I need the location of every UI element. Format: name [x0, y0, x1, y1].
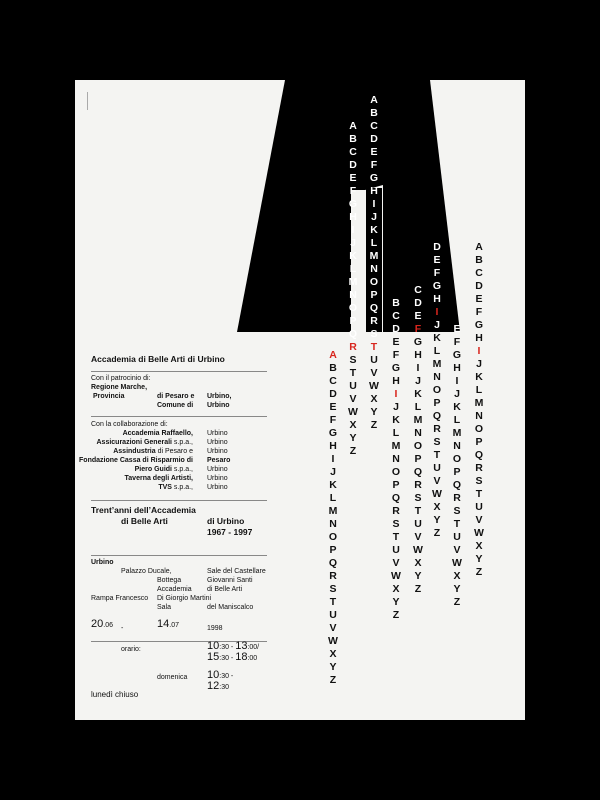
alphabet-letter: B — [475, 254, 483, 266]
alphabet-letter: N — [453, 440, 461, 452]
divider — [91, 371, 267, 372]
alphabet-letter: I — [372, 198, 376, 210]
alphabet-letter: F — [329, 414, 337, 426]
alphabet-letter: G — [413, 336, 423, 348]
alphabet-letter: V — [349, 393, 357, 405]
alphabet-letter: Y — [475, 553, 483, 565]
patron-urbino-2: Urbino — [207, 402, 230, 409]
alphabet-letter: T — [475, 488, 483, 500]
date-to — [157, 620, 179, 630]
alphabet-letter: O — [474, 423, 484, 435]
collaborator-city: Urbino — [207, 466, 228, 473]
alphabet-letter: X — [414, 557, 422, 569]
alphabet-letter: I — [435, 306, 439, 318]
alphabet-letter: A — [475, 241, 483, 253]
alphabet-letter: Q — [348, 328, 358, 340]
alphabet-letter: L — [349, 263, 357, 275]
alphabet-letter: N — [414, 427, 422, 439]
collaboration-label: Con la collaborazione di: — [91, 421, 168, 428]
alphabet-letter: R — [433, 423, 441, 435]
alphabet-letter: C — [370, 120, 378, 132]
alphabet-letter: Q — [432, 410, 442, 422]
hours-4-end-h: 12 — [207, 680, 220, 692]
alphabet-letter: P — [370, 289, 378, 301]
alphabet-letter: Z — [475, 566, 483, 578]
hours-3-start-h: 10 — [207, 669, 220, 681]
alphabet-letter: K — [453, 401, 461, 413]
alphabet-letter: S — [433, 436, 441, 448]
alphabet-letter: L — [475, 384, 483, 396]
alphabet-letter: U — [392, 544, 400, 556]
alphabet-letter: L — [370, 237, 378, 249]
institution-title: Accademia di Belle Arti di Urbino — [91, 354, 225, 364]
alphabet-letter: I — [394, 388, 398, 400]
date-to-day: 14 — [157, 618, 170, 630]
collaborator-bold: Taverna degli Artisti, — [124, 475, 193, 482]
alphabet-letter: V — [475, 514, 483, 526]
alphabet-letter: Q — [328, 557, 338, 569]
alphabet-letter: Y — [392, 596, 400, 608]
alphabet-letter: L — [414, 401, 422, 413]
alphabet-letter: Q — [452, 479, 462, 491]
event-title-line-1: Trent’anni dell’Accademia — [91, 505, 196, 515]
alphabet-letter: F — [475, 306, 483, 318]
alphabet-letter: X — [370, 393, 378, 405]
alphabet-letter: W — [348, 406, 358, 418]
collaborator-city: Urbino — [207, 430, 228, 437]
alphabet-letter: V — [392, 557, 400, 569]
alphabet-letter: U — [329, 609, 337, 621]
alphabet-letter: T — [392, 531, 400, 543]
alphabet-letter: R — [414, 479, 422, 491]
alphabet-letter: P — [349, 315, 357, 327]
alphabet-letter: D — [414, 297, 422, 309]
hours-1-end-h: 13 — [235, 640, 248, 652]
alphabet-letter: E — [329, 401, 337, 413]
alphabet-letter: U — [370, 354, 378, 366]
alphabet-letter: H — [349, 211, 357, 223]
venue-city: Urbino — [91, 559, 114, 566]
hours-line-4 — [207, 682, 229, 692]
venue-1a: Palazzo Ducale, — [121, 568, 172, 575]
alphabet-letter: L — [453, 414, 461, 426]
alphabet-letter: L — [392, 427, 400, 439]
hours-1-start-m: :30 - — [219, 644, 236, 651]
alphabet-letter: G — [348, 198, 358, 210]
alphabet-letter: T — [329, 596, 337, 608]
alphabet-letter: C — [392, 310, 400, 322]
alphabet-letter: W — [391, 570, 401, 582]
alphabet-letter: J — [476, 358, 482, 370]
alphabet-letter: R — [453, 492, 461, 504]
divider — [91, 500, 267, 501]
alphabet-letter: E — [453, 323, 461, 335]
closed-notice: lunedì chiuso — [91, 690, 139, 699]
venue-1b: Bottega — [157, 577, 182, 584]
alphabet-letter: I — [455, 375, 459, 387]
venue-1c: Accademia — [157, 586, 192, 593]
alphabet-letter: Z — [370, 419, 378, 431]
collaborator-bold: Fondazione Cassa di Risparmio di — [79, 457, 193, 464]
alphabet-letter: F — [392, 349, 400, 361]
alphabet-letter: W — [432, 488, 442, 500]
hours-3-start-m: :30 - — [219, 673, 234, 680]
alphabet-letter: T — [349, 367, 357, 379]
alphabet-letter: S — [349, 354, 357, 366]
alphabet-letter: D — [433, 241, 441, 253]
alphabet-letter: O — [348, 302, 358, 314]
alphabet-letter: Q — [413, 466, 423, 478]
alphabet-letter: P — [433, 397, 441, 409]
alphabet-letter: N — [349, 289, 357, 301]
alphabet-letter: R — [329, 570, 337, 582]
collaborator-suffix: s.p.a., — [171, 484, 193, 491]
alphabet-letter: T — [370, 341, 378, 353]
divider — [91, 555, 267, 556]
date-from-day: 20 — [91, 618, 104, 630]
hours-label: orario: — [121, 646, 141, 653]
alphabet-letter: V — [433, 475, 441, 487]
alphabet-letter: Z — [433, 527, 441, 539]
collaborator-name — [125, 474, 193, 483]
alphabet-letter: M — [369, 250, 379, 262]
hours-2-start-m: :30 - — [219, 655, 236, 662]
hours-2-end-m: :00 — [247, 655, 258, 662]
patronage-label: Con il patrocinio di: — [91, 375, 151, 382]
alphabet-letter: U — [349, 380, 357, 392]
alphabet-letter: Q — [391, 492, 401, 504]
alphabet-letter: P — [453, 466, 461, 478]
venue-2a: Sale del Castellare — [207, 568, 266, 575]
alphabet-letter: E — [414, 310, 422, 322]
collaborator-suffix: s.p.a., — [171, 466, 193, 473]
date-from — [91, 620, 113, 630]
alphabet-letter: P — [414, 453, 422, 465]
alphabet-letter: D — [392, 323, 400, 335]
alphabet-letter: T — [453, 518, 461, 530]
alphabet-letter: E — [392, 336, 400, 348]
event-years: 1967 - 1997 — [207, 527, 253, 537]
alphabet-letter: X — [392, 583, 400, 595]
alphabet-letter: Y — [329, 661, 337, 673]
alphabet-letter: C — [475, 267, 483, 279]
alphabet-letter: S — [370, 328, 378, 340]
alphabet-letter: G — [452, 349, 462, 361]
alphabet-letter: N — [433, 371, 441, 383]
alphabet-letter: R — [392, 505, 400, 517]
alphabet-letter: U — [475, 501, 483, 513]
collaborator-city: Urbino — [207, 448, 228, 455]
collaborator-city: Pesaro — [207, 457, 231, 464]
alphabet-letter: J — [371, 211, 377, 223]
alphabet-letter: U — [414, 518, 422, 530]
collaborator-bold: TVS — [158, 484, 172, 491]
collaborator-bold: Assindustria — [113, 448, 156, 455]
patron-comune: Comune di — [157, 402, 194, 409]
alphabet-letter: Z — [329, 674, 337, 686]
alphabet-letter: V — [414, 531, 422, 543]
alphabet-letter: D — [329, 388, 337, 400]
alphabet-letter: G — [369, 172, 379, 184]
collaborator-name — [113, 447, 193, 456]
alphabet-letter: T — [433, 449, 441, 461]
alphabet-letter: K — [433, 332, 441, 344]
event-title-line-2: di Belle Arti — [121, 516, 168, 526]
alphabet-letter: J — [434, 319, 440, 331]
collaborator-name — [158, 483, 193, 492]
alphabet-letter: J — [350, 237, 356, 249]
hours-line-2 — [207, 653, 257, 663]
alphabet-letter: G — [432, 280, 442, 292]
alphabet-letter: O — [432, 384, 442, 396]
sunday-label: domenica — [157, 674, 188, 681]
alphabet-letter: N — [329, 518, 337, 530]
collaborator-bold: Accademia Raffaello, — [122, 430, 193, 437]
divider — [91, 416, 267, 417]
alphabet-letter: H — [453, 362, 461, 374]
alphabet-letter: H — [475, 332, 483, 344]
alphabet-letter: V — [453, 544, 461, 556]
alphabet-letter: X — [329, 648, 337, 660]
alphabet-letter: M — [413, 414, 423, 426]
alphabet-letter: G — [391, 362, 401, 374]
alphabet-letter: D — [370, 133, 378, 145]
alphabet-letter: I — [331, 453, 335, 465]
alphabet-letter: M — [474, 397, 484, 409]
venue-rampa: Rampa Francesco — [91, 595, 149, 602]
alphabet-letter: Z — [414, 583, 422, 595]
venue-1d: Di Giorgio Martini — [157, 595, 212, 602]
alphabet-letter: L — [433, 345, 441, 357]
hours-2-start-h: 15 — [207, 651, 220, 663]
alphabet-letter: P — [392, 479, 400, 491]
alphabet-letter: Y — [370, 406, 378, 418]
alphabet-letter: Z — [349, 445, 357, 457]
alphabet-letter: F — [453, 336, 461, 348]
alphabet-letter: S — [453, 505, 461, 517]
alphabet-letter: N — [370, 263, 378, 275]
alphabet-letter: F — [370, 159, 378, 171]
alphabet-letter: C — [414, 284, 422, 296]
alphabet-letter: F — [414, 323, 422, 335]
alphabet-letter: K — [414, 388, 422, 400]
alphabet-letter: H — [392, 375, 400, 387]
alphabet-letter: X — [349, 419, 357, 431]
alphabet-letter: R — [475, 462, 483, 474]
date-to-month: .07 — [169, 622, 179, 629]
poster — [75, 80, 525, 720]
date-year: 1998 — [207, 625, 223, 632]
date-from-month: .06 — [103, 622, 113, 629]
alphabet-letter: H — [329, 440, 337, 452]
alphabet-letter: S — [414, 492, 422, 504]
alphabet-letter: A — [370, 94, 378, 106]
alphabet-letter: V — [370, 367, 378, 379]
alphabet-letter: I — [477, 345, 481, 357]
alphabet-letter: O — [369, 276, 379, 288]
alphabet-letter: P — [329, 544, 337, 556]
alphabet-letter: H — [370, 185, 378, 197]
collaborator-name — [97, 438, 194, 447]
alphabet-letter: Z — [392, 609, 400, 621]
alphabet-letter: K — [349, 250, 357, 262]
alphabet-letter: S — [392, 518, 400, 530]
alphabet-letter: T — [414, 505, 422, 517]
alphabet-letter: D — [349, 159, 357, 171]
alphabet-letter: F — [433, 267, 441, 279]
alphabet-letter: W — [413, 544, 423, 556]
alphabet-letter: R — [349, 341, 357, 353]
alphabet-letter: B — [392, 297, 400, 309]
alphabet-letter: I — [416, 362, 420, 374]
alphabet-letter: J — [330, 466, 336, 478]
alphabet-letter: Y — [433, 514, 441, 526]
alphabet-letter: M — [432, 358, 442, 370]
alphabet-letter: O — [391, 466, 401, 478]
hours-2-end-h: 18 — [235, 651, 248, 663]
hours-1-end-m: :00/ — [247, 644, 260, 651]
collaborator-city: Urbino — [207, 484, 228, 491]
alphabet-letter: O — [452, 453, 462, 465]
alphabet-letter: W — [452, 557, 462, 569]
date-dash: - — [121, 625, 124, 632]
alphabet-letter: U — [453, 531, 461, 543]
collaborator-suffix: di Pesaro e — [155, 448, 193, 455]
alphabet-letter: W — [328, 635, 338, 647]
alphabet-letter: B — [349, 133, 357, 145]
venue-1e: Sala — [157, 604, 172, 611]
alphabet-letter: K — [329, 479, 337, 491]
alphabet-letter: O — [413, 440, 423, 452]
venue-2b: Giovanni Santi — [207, 577, 253, 584]
collaborator-city: Urbino — [207, 439, 228, 446]
alphabet-letter: G — [474, 319, 484, 331]
alphabet-letter: B — [329, 362, 337, 374]
alphabet-letter: S — [475, 475, 483, 487]
collaborator-name — [123, 429, 193, 438]
alphabet-letter: J — [393, 401, 399, 413]
alphabet-letter: S — [329, 583, 337, 595]
hours-4-end-m: :30 — [219, 684, 229, 691]
collaborator-name — [79, 456, 193, 465]
collaborator-city: Urbino — [207, 475, 228, 482]
alphabet-letter: E — [370, 146, 378, 158]
alphabet-letter: X — [475, 540, 483, 552]
alphabet-letter: X — [433, 501, 441, 513]
alphabet-letter: K — [475, 371, 483, 383]
alphabet-letter: G — [328, 427, 338, 439]
alphabet-letter: M — [328, 505, 338, 517]
alphabet-letter: J — [454, 388, 460, 400]
alphabet-letter: B — [370, 107, 378, 119]
alphabet-letter: Y — [414, 570, 422, 582]
alphabet-letter: V — [329, 622, 337, 634]
alphabet-letter: Y — [453, 583, 461, 595]
alphabet-letter: Q — [474, 449, 484, 461]
alphabet-letter: J — [415, 375, 421, 387]
patron-pesaro: di Pesaro e — [157, 393, 195, 400]
patron-urbino: Urbino, — [207, 393, 232, 400]
alphabet-letter: I — [351, 224, 355, 236]
alphabet-letter: D — [475, 280, 483, 292]
alphabet-letter: E — [433, 254, 441, 266]
event-place: di Urbino — [207, 516, 245, 526]
alphabet-letter: K — [392, 414, 400, 426]
patron-region: Regione Marche, — [91, 384, 148, 391]
alphabet-letter: M — [391, 440, 401, 452]
alphabet-letter: M — [452, 427, 462, 439]
alphabet-letter: C — [329, 375, 337, 387]
alphabet-letter: C — [349, 146, 357, 158]
venue-2c: di Belle Arti — [207, 586, 243, 593]
alphabet-letter: K — [370, 224, 378, 236]
collaborator-bold: Piero Guidi — [134, 466, 172, 473]
alphabet-letter: E — [475, 293, 483, 305]
alphabet-letter: Q — [369, 302, 379, 314]
alphabet-letter: E — [349, 172, 357, 184]
collaborator-bold: Assicurazioni Generali — [96, 439, 172, 446]
alphabet-letter: W — [474, 527, 484, 539]
alphabet-letter: N — [475, 410, 483, 422]
alphabet-letter: R — [370, 315, 378, 327]
alphabet-letter: Z — [453, 596, 461, 608]
alphabet-letter: U — [433, 462, 441, 474]
alphabet-letter: X — [453, 570, 461, 582]
alphabet-letter: O — [328, 531, 338, 543]
alphabet-letter: Y — [349, 432, 357, 444]
alphabet-letter: L — [329, 492, 337, 504]
alphabet-letter: P — [475, 436, 483, 448]
alphabet-letter: W — [369, 380, 379, 392]
hours-1-start-h: 10 — [207, 640, 220, 652]
alphabet-letter: M — [348, 276, 358, 288]
alphabet-letter: H — [414, 349, 422, 361]
venue-2d: del Maniscalco — [207, 604, 254, 611]
alphabet-letter: N — [392, 453, 400, 465]
collaborator-suffix: s.p.a., — [171, 439, 193, 446]
alphabet-letter: H — [433, 293, 441, 305]
alphabet-letter: A — [349, 120, 357, 132]
alphabet-letter: F — [349, 185, 357, 197]
patron-provincia: Provincia — [93, 393, 125, 400]
alphabet-letter: A — [329, 349, 337, 361]
collaborator-name — [135, 465, 193, 474]
